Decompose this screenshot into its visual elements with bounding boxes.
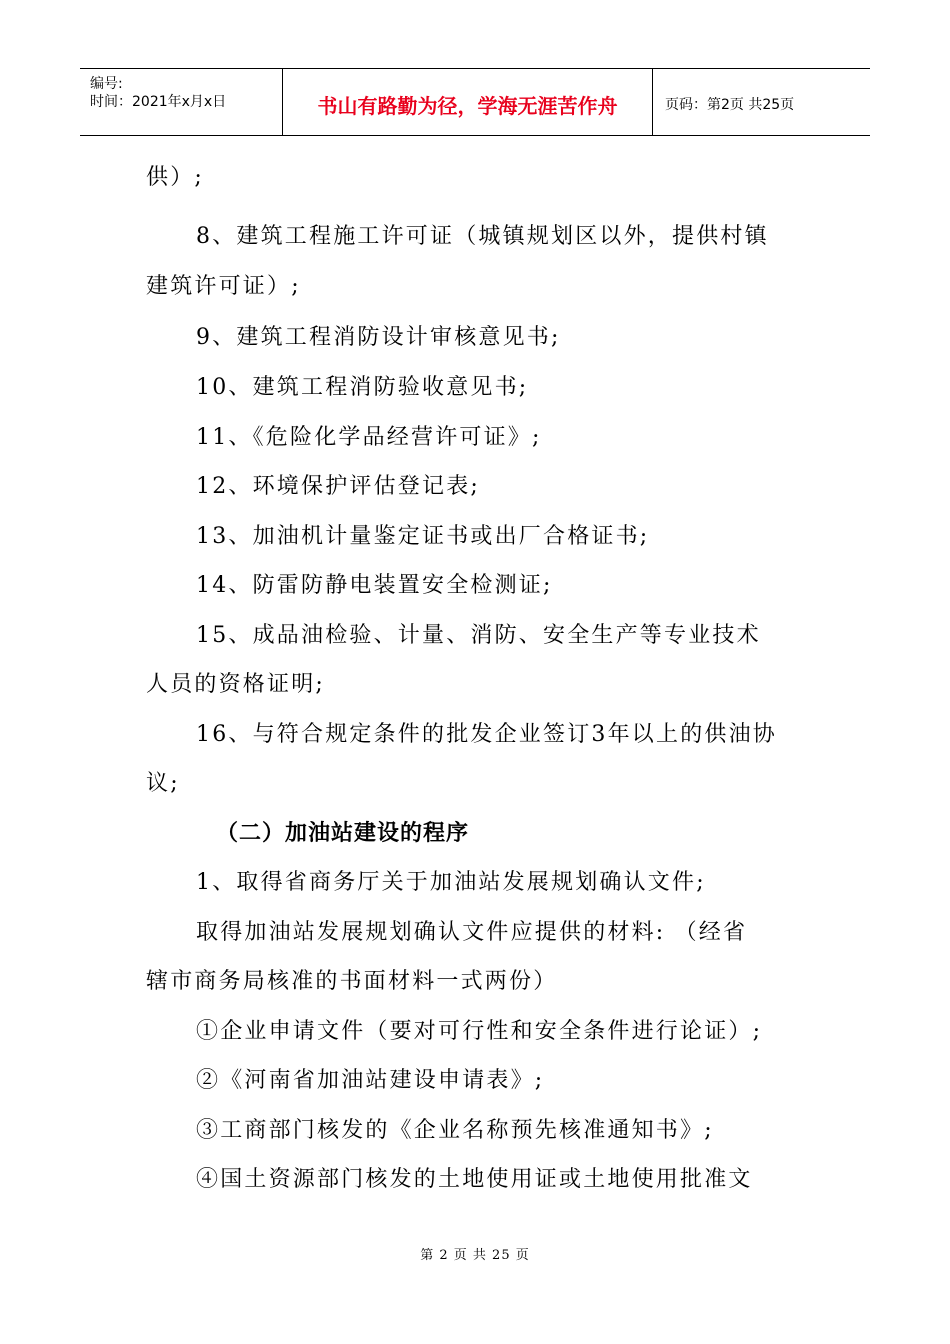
body-line: ①企业申请文件（要对可行性和安全条件进行论证）; <box>196 1019 763 1044</box>
body-line: 11、《危险化学品经营许可证》; <box>196 425 542 450</box>
body-line: 辖市商务局核准的书面材料一式两份） <box>146 969 558 994</box>
body-line: 人员的资格证明; <box>146 672 326 697</box>
body-line: ③工商部门核发的《企业名称预先核准通知书》; <box>196 1118 714 1143</box>
body-line: 取得加油站发展规划确认文件应提供的材料: （经省 <box>196 920 748 945</box>
body-line: 12、环境保护评估登记表; <box>196 474 481 499</box>
document-time-label: 时间：2021年x月x日 <box>90 94 227 110</box>
body-line: 10、建筑工程消防验收意见书; <box>196 375 529 400</box>
page-footer: 第 2 页 共 25 页 <box>420 1248 530 1263</box>
body-line: 8、建筑工程施工许可证（城镇规划区以外，提供村镇 <box>196 224 769 249</box>
header-page-info: 页码：第2页 共25页 <box>665 97 795 113</box>
body-line: 建筑许可证）; <box>146 274 301 299</box>
document-number-label: 编号: <box>90 76 123 92</box>
body-line: 15、成品油检验、计量、消防、安全生产等专业技术 <box>196 623 761 648</box>
body-line: 供）; <box>146 165 205 190</box>
body-line: ④国土资源部门核发的土地使用证或土地使用批准文 <box>196 1167 753 1192</box>
body-line: ②《河南省加油站建设申请表》; <box>196 1068 545 1093</box>
body-line: 13、加油机计量鉴定证书或出厂合格证书; <box>196 524 650 549</box>
header-motto: 书山有路勤为径，学海无涯苦作舟 <box>283 69 653 135</box>
page-header <box>80 68 870 136</box>
section-heading: （二）加油站建设的程序 <box>216 820 470 846</box>
body-line: 9、建筑工程消防设计审核意见书; <box>196 325 561 350</box>
body-line: 16、与符合规定条件的批发企业签订3年以上的供油协 <box>196 722 777 747</box>
body-line: 14、防雷防静电装置安全检测证; <box>196 573 553 598</box>
body-line: 议; <box>146 771 180 796</box>
header-meta <box>80 69 283 135</box>
body-line: 1、取得省商务厅关于加油站发展规划确认文件; <box>196 870 706 895</box>
